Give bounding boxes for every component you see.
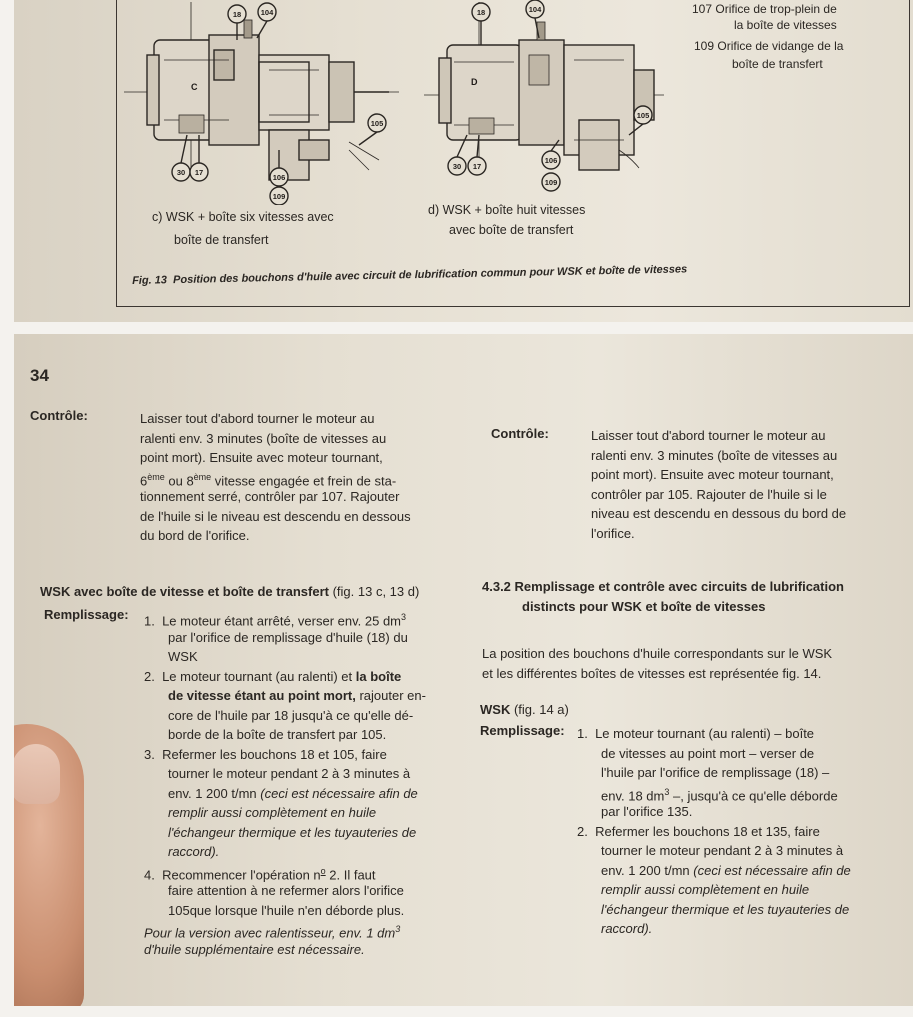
background-strip (0, 0, 14, 1017)
left-remplissage-label: Remplissage: (44, 607, 129, 622)
caption-d-line2: avec boîte de transfert (449, 223, 574, 237)
legend-107-line2: la boîte de vitesses (734, 18, 837, 32)
right-sub-title: WSK (fig. 14 a) (480, 702, 569, 717)
callout-17: 17 (472, 162, 482, 171)
left-section-title: WSK avec boîte de vitesse et boîte de transfert (fig. 13 c, 13 d) (40, 584, 420, 599)
callout-109: 109 (272, 192, 286, 201)
right-intro: La position des bouchons d'huile correspondants sur le WSK et les différentes boîtes de vitesses est représentée fig. 14. (482, 646, 833, 681)
figure-caption: Fig. 13 Position des bouchons d'huile avec circuit de lubrification commun pour WSK et boîte de vitesses (132, 263, 688, 287)
page-number: 34 (30, 366, 49, 385)
right-steps: 1. Le moteur tournant (au ralenti) – boîte de vitesses au point mort – verser de l'huile par l'orifice de remplissage (18) – env. 18 $dm^3$ –, jusqu'à ce qu'elle déborde par l'orifice 135. 2. Refermer les bouchons 18 et 135, faire tourner le moteur pendant 2 à 3 minutes à env. 1 200 t/mn (ceci est nécessaire afin de remplir aussi complètement en huile l'échangeur thermique et les tuyauteries de raccord). (577, 726, 851, 936)
callout-105: 105 (370, 119, 384, 128)
callout-18: 18 (232, 10, 242, 19)
right-controle-label: Contrôle: (491, 426, 549, 441)
right-remplissage-label: Remplissage: (480, 723, 565, 738)
callout-30: 30 (176, 168, 186, 177)
callout-17: 17 (194, 168, 204, 177)
thumbnail-nail (14, 744, 60, 804)
bottom-page-photo (14, 334, 913, 1006)
caption-c-line2: boîte de transfert (174, 233, 269, 247)
legend-109: 109 Orifice de vidange de la (694, 39, 844, 53)
caption-c-line1: c) WSK + boîte six vitesses avec (152, 210, 334, 224)
left-controle-label: Contrôle: (30, 408, 88, 423)
right-controle-text: Laisser tout d'abord tourner le moteur au ralenti env. 3 minutes (boîte de vitesses au point mort). Ensuite avec moteur tournant, contrôler par 105. Rajouter de l'huile si le niveau est descendu en dessous du bord de l'orifice. (591, 428, 847, 541)
callout-30: 30 (452, 162, 462, 171)
photo-seam-bottom (0, 1006, 913, 1017)
callout-106: 106 (272, 173, 286, 182)
right-section-heading: 4.3.2 Remplissage et contrôle avec circuits de lubrification (482, 579, 844, 594)
gearbox-diagram-c (119, 0, 409, 205)
callout-105: 105 (636, 111, 650, 120)
callout-104: 104 (260, 8, 274, 17)
gearbox-diagram-d (419, 0, 669, 200)
photo-seam (0, 322, 913, 334)
legend-107: 107 Orifice de trop-plein de (692, 2, 837, 16)
callout-104: 104 (528, 5, 542, 14)
left-controle-text: Laisser tout d'abord tourner le moteur au ralenti env. 3 minutes (boîte de vitesses au point mort). Ensuite avec moteur tournant, 6ème ou 8ème vitesse engagée et frein de sta- tionnement serré, contrôler par 107. Rajouter de l'huile si le niveau est descendu en dessous du bord de l'orifice. (140, 411, 411, 543)
callout-106: 106 (544, 156, 558, 165)
caption-d-line1: d) WSK + boîte huit vitesses (428, 203, 586, 217)
diagram-letter-d: D (471, 77, 478, 87)
right-section-heading-line2: distincts pour WSK et boîte de vitesses (522, 599, 766, 614)
callout-18: 18 (476, 8, 486, 17)
diagram-letter-c: C (191, 82, 198, 92)
callout-109: 109 (544, 178, 558, 187)
legend-109-line2: boîte de transfert (732, 57, 823, 71)
top-page-photo (14, 0, 913, 322)
left-steps: 1. Le moteur étant arrêté, verser env. 25 $dm^3$ par l'orifice de remplissage d'huile (18) du WSK 2. Le moteur tournant (au ralenti) et la boîte de vitesse étant au point mort, rajouter en- core de l'huile par 18 jusqu'à ce qu'elle dé- borde de la boîte de transfert par 105. 3. Refermer les bouchons 18 et 105, faire tourner le moteur pendant 2 à 3 minutes à env. 1 200 t/mn (ceci est nécessaire afin de remplir aussi complètement en huile l'échangeur thermique et les tuyauteries de raccord). 4. Recommencer l'opération $n^o$ 2. Il faut faire attention à ne refermer alors l'orifice 105que lorsque l'huile n'en déborde plus. Pour la version avec ralentisseur, env. 1 $dm^3$ d'huile supplémentaire est nécessaire. (144, 612, 426, 957)
